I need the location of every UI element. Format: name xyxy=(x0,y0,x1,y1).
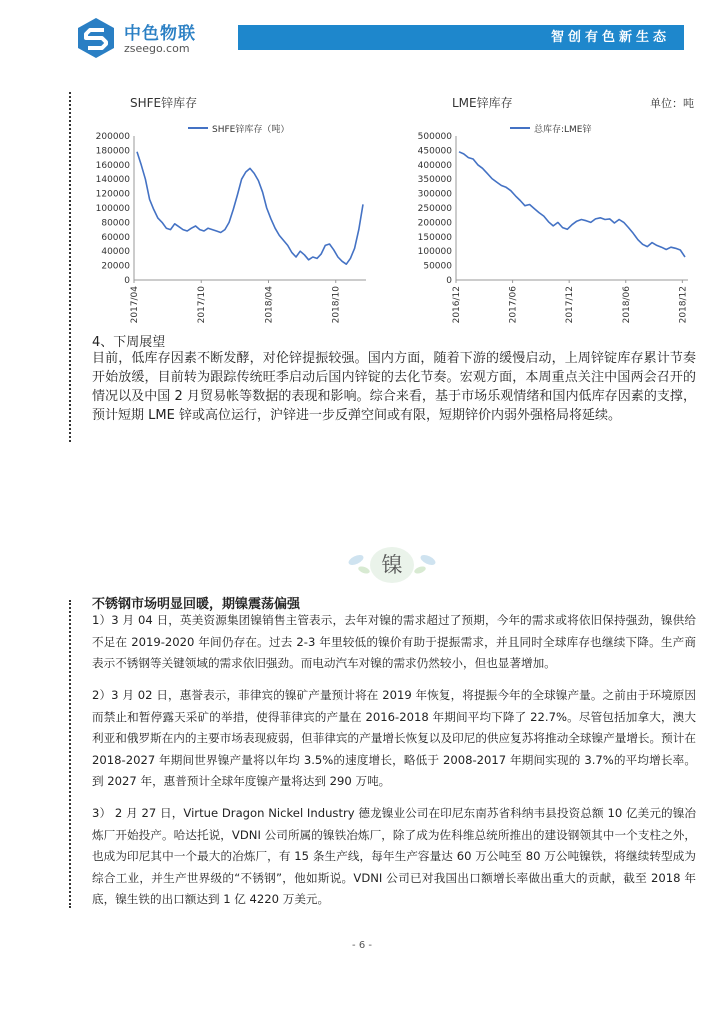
x-tick-label: 2018/12 xyxy=(678,286,689,324)
x-tick-label: 2018/06 xyxy=(621,286,632,324)
shfe-zinc-stock-chart xyxy=(88,118,378,324)
logo-mark-icon xyxy=(74,16,118,60)
y-tick-label: 100000 xyxy=(95,204,130,214)
y-tick-label: 150000 xyxy=(417,232,452,243)
y-tick-label: 200000 xyxy=(95,132,130,142)
y-tick-label: 160000 xyxy=(95,160,130,171)
logo-chinese-name: 中色物联 xyxy=(124,24,196,44)
x-tick-label: 2017/12 xyxy=(565,286,576,324)
y-tick-label: 60000 xyxy=(101,232,130,243)
outlook-heading: 4、下周展望 xyxy=(92,335,166,350)
outlook-body: 目前，低库存因素不断发酵，对伦锌提振较强。国内方面，随着下游的缓慢启动，上周锌锭库存累计节奏开始放缓，目前转为跟踪传统旺季启动后国内锌锭的去化节奏。宏观方面，本周重点关注中国两会召开的情况以及中国 2 月贸易帐等数据的表现和影响。综合来看，基于市场乐观情绪和国内低库存因素的支撑，预计短期 LME 锌或高位运行，沪锌进一步反弹空间或有限，短期锌价内弱外强格局将延续。 xyxy=(92,351,696,423)
y-tick-label: 200000 xyxy=(417,218,452,229)
y-tick-label: 80000 xyxy=(101,218,130,229)
y-tick-label: 300000 xyxy=(417,189,452,200)
nickel-section-title xyxy=(340,544,444,586)
y-tick-label: 500000 xyxy=(417,132,452,142)
nickel-paragraph-2: 2）3 月 02 日，惠誉表示，菲律宾的镍矿产量预计将在 2019 年恢复，将提振今年的全球镍产量。之前由于环境原因而禁止和暂停露天采矿的举措，使得菲律宾的产量在 2016-2018 年期间平均下降了 22.7%。尽管包括加拿大，澳大利亚和俄罗斯在内的主要市场表现疲弱，但菲律宾的产量增长恢复以及印尼的供应复苏将推动全球镍产量增长。预计在 2018-2027 年期间世界镍产量将以年均 3.5%的速度增长，略低于 2008-2017 年期间实现的 3.7%的平均增长率。到 2027 年，惠普预计全球年度镍产量将达到 290 万吨。 xyxy=(92,688,696,789)
x-tick-label: 2018/10 xyxy=(331,286,342,324)
legend-label: SHFE锌库存（吨） xyxy=(212,125,290,135)
y-tick-label: 0 xyxy=(446,276,452,286)
left-dotted-rule-top xyxy=(69,92,71,442)
y-tick-label: 50000 xyxy=(423,261,452,272)
y-tick-label: 450000 xyxy=(417,146,452,157)
series-line xyxy=(459,152,685,257)
y-tick-label: 350000 xyxy=(417,175,452,186)
y-tick-label: 100000 xyxy=(417,247,452,258)
y-tick-label: 120000 xyxy=(95,189,130,200)
series-line xyxy=(137,152,363,264)
nickel-paragraph-1: 1）3 月 04 日，英美资源集团镍销售主管表示，去年对镍的需求超过了预期，今年的需求或将依旧保持强劲，镍供给不足在 2019-2020 年间仍存在。过去 2-3 年里较低的镍价有助于提振需求，并且同时全球库存也继续下降。生产商表示不锈钢等关键领域的需求依旧强劲。而电动汽车对镍的需求仍然较小，但也显著增加。 xyxy=(92,613,696,671)
nickel-paragraph-3: 3） 2 月 27 日，Virtue Dragon Nickel Industry 德龙镍业公司在印尼东南苏省科纳韦县投资总额 10 亿美元的镍冶炼厂开始投产。哈达托说，VDNI 公司所属的镍铁冶炼厂，除了成为佐科维总统所推出的建设钢领其中一个支柱之外，也成为印尼其中一个最大的冶炼厂，有 15 条生产线，每年生产容量达 60 万公吨至 80 万公吨镍铁，将继续转型成为综合工业，并生产世界级的“不锈钢”，他如斯说。VDNI 公司已对我国出口额增长率做出重大的贡献，截至 2018 年底，镍生铁的出口额达到 1 亿 4220 万美元。 xyxy=(92,806,696,907)
x-tick-label: 2018/04 xyxy=(264,286,275,324)
x-tick-label: 2016/12 xyxy=(452,286,462,324)
lme-chart-title: LME锌库存 xyxy=(452,96,513,110)
logo-domain: zseego.com xyxy=(124,42,190,55)
legend-label: 总库存:LME锌 xyxy=(534,125,592,135)
y-tick-label: 0 xyxy=(124,276,130,286)
lme-zinc-stock-chart xyxy=(410,118,700,324)
y-tick-label: 20000 xyxy=(101,261,130,272)
x-tick-label: 2017/04 xyxy=(130,286,140,324)
nickel-headline: 不锈钢市场明显回暖，期镍震荡偏强 xyxy=(92,597,301,612)
y-tick-label: 140000 xyxy=(95,175,130,186)
y-tick-label: 250000 xyxy=(417,204,452,214)
y-tick-label: 180000 xyxy=(95,146,130,157)
y-tick-label: 40000 xyxy=(101,247,130,258)
left-dotted-rule-bottom xyxy=(69,600,71,908)
x-tick-label: 2017/10 xyxy=(197,286,208,324)
unit-label: 单位：吨 xyxy=(650,97,694,110)
nickel-section-char: 镍 xyxy=(381,553,403,577)
page-number: - 6 - xyxy=(352,940,372,951)
header-slogan-bar: 智创有色新生态 xyxy=(238,25,684,50)
logo xyxy=(74,16,194,60)
y-tick-label: 400000 xyxy=(417,160,452,171)
x-tick-label: 2017/06 xyxy=(508,286,519,324)
shfe-chart-title: SHFE锌库存 xyxy=(130,96,198,110)
